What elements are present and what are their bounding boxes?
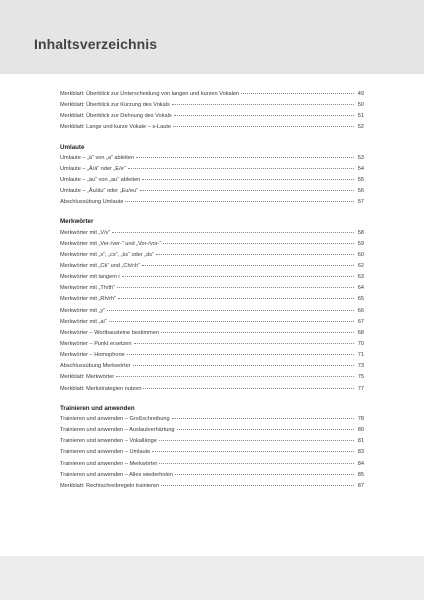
- toc-entry-label: Merkwörter mit „y“: [60, 307, 106, 314]
- toc-entry[interactable]: [60, 89, 364, 100]
- toc-entry-page-number: 57: [357, 199, 364, 206]
- toc-dot-leader: [140, 190, 354, 191]
- toc-dot-leader: [172, 104, 354, 105]
- page-header: [0, 0, 424, 74]
- toc-entry-label: Abschlussübung Umlaute: [60, 199, 124, 206]
- toc-entry-page-number: 63: [357, 274, 364, 281]
- toc-entry-page-number: 53: [357, 154, 364, 161]
- toc-dot-leader: [134, 343, 354, 344]
- toc-dot-leader: [133, 365, 354, 366]
- toc-dot-leader: [142, 179, 354, 180]
- toc-dot-leader: [127, 354, 354, 355]
- toc-entry-label: Umlaute – „ä“ von „a“ ableiten: [60, 154, 134, 161]
- toc-entry[interactable]: [60, 272, 364, 283]
- toc-dot-leader: [109, 321, 354, 322]
- toc-entry-page-number: 80: [357, 427, 364, 434]
- toc-dot-leader: [142, 265, 354, 266]
- toc-section-heading: Merkwörter: [60, 218, 94, 226]
- toc-entry-page-number: 66: [357, 307, 364, 314]
- toc-entry-page-number: 51: [357, 113, 364, 120]
- toc-entry-page-number: 78: [357, 415, 364, 422]
- toc-dot-leader: [175, 474, 354, 475]
- toc-entry-page-number: 52: [357, 124, 364, 131]
- toc-dot-leader: [122, 276, 354, 277]
- toc-entry-page-number: 56: [357, 188, 364, 195]
- toc-entry-label: Trainieren und anwenden – Großschreibung: [60, 415, 170, 422]
- toc-dot-leader: [177, 429, 354, 430]
- toc-entry-page-number: 67: [357, 318, 364, 325]
- toc-dot-leader: [173, 126, 354, 127]
- toc-entry-page-number: 64: [357, 285, 364, 292]
- toc-dot-leader: [161, 485, 354, 486]
- toc-entry[interactable]: [60, 361, 364, 372]
- toc-section-heading: Trainieren und anwenden: [60, 404, 135, 412]
- toc-entry[interactable]: [60, 111, 364, 122]
- toc-entry[interactable]: [60, 372, 364, 383]
- toc-entry[interactable]: [60, 175, 364, 186]
- toc-entry-label: Trainieren und anwenden – Vokallänge: [60, 438, 157, 445]
- toc-entry-label: Trainieren und anwenden – Auslautverhärtung: [60, 427, 175, 434]
- toc-entry[interactable]: [60, 100, 364, 111]
- page-footer-band: [0, 556, 424, 600]
- toc-entry-page-number: 81: [357, 438, 364, 445]
- toc-entry-label: Merkwörter mit langem i: [60, 274, 120, 281]
- toc-section: [60, 89, 364, 134]
- toc-entry-page-number: 73: [357, 363, 364, 370]
- toc-entry[interactable]: [60, 164, 364, 175]
- toc-entry[interactable]: [60, 250, 364, 261]
- toc-dot-leader: [143, 388, 354, 389]
- toc-dot-leader: [107, 310, 354, 311]
- toc-entry[interactable]: [60, 470, 364, 481]
- toc-entry-label: Trainieren und anwenden – Alles wiederholen: [60, 471, 173, 478]
- toc-dot-leader: [172, 418, 354, 419]
- toc-entry-page-number: 65: [357, 296, 364, 303]
- toc-entry-page-number: 62: [357, 263, 364, 270]
- toc-dot-leader: [163, 243, 354, 244]
- toc-entry-page-number: 68: [357, 329, 364, 336]
- toc-entry[interactable]: [60, 261, 364, 272]
- toc-entry-label: Merkblatt: Merkwörter: [60, 374, 115, 381]
- toc-entry-page-number: 50: [357, 102, 364, 109]
- toc-section: [60, 216, 364, 394]
- toc-entry-page-number: 70: [357, 341, 364, 348]
- toc-entry-page-number: 85: [357, 471, 364, 478]
- toc-entry[interactable]: [60, 328, 364, 339]
- toc-entry-label: Umlaute – „Ä/ä“ oder „E/e“: [60, 165, 126, 172]
- toc-dot-leader: [152, 451, 354, 452]
- toc-entry[interactable]: [60, 414, 364, 425]
- toc-entry-label: Umlaute – „Äu/äu“ oder „Eu/eu“: [60, 188, 139, 195]
- toc-dot-leader: [156, 254, 354, 255]
- toc-entry-page-number: 77: [357, 385, 364, 392]
- toc-section-heading: Umlaute: [60, 143, 85, 151]
- toc-entry-label: Merkwörter mit „Ck“ und „Ch/ch“: [60, 263, 140, 270]
- toc-dot-leader: [174, 115, 354, 116]
- toc-entry-label: Merkblatt: Überblick zur Unterscheidung von langen und kurzen Vokalen: [60, 91, 240, 97]
- toc-entry-label: Merkblatt: Lange und kurze Vokale – s-Laute: [60, 124, 172, 131]
- toc-entry-label: Umlaute – „äu“ von „au“ ableiten: [60, 177, 141, 184]
- toc-dot-leader: [116, 376, 354, 377]
- toc-entry-page-number: 87: [357, 482, 364, 489]
- toc-entry-page-number: 58: [357, 229, 364, 236]
- toc-entry-page-number: 59: [357, 240, 364, 247]
- toc-entry-label: Merkblatt: Überblick zur Kürzung des Vokals: [60, 102, 170, 109]
- toc-dot-leader: [161, 332, 354, 333]
- toc-entry-page-number: 55: [357, 177, 364, 184]
- toc-entry-label: Trainieren und anwenden – Umlaute: [60, 449, 151, 456]
- toc-entry-label: Merkblatt: Rechtschreibregeln trainieren: [60, 482, 160, 489]
- toc-entry[interactable]: [60, 228, 364, 239]
- toc-dot-leader: [128, 168, 354, 169]
- toc-dot-leader: [112, 232, 354, 233]
- toc-dot-leader: [118, 298, 354, 299]
- toc-dot-leader: [159, 440, 354, 441]
- toc-entry-page-number: 84: [357, 460, 364, 467]
- toc-section: [60, 142, 364, 209]
- toc-dot-leader: [241, 93, 354, 94]
- toc-entry-label: Merkblatt: Merkstrategien nutzen: [60, 385, 142, 392]
- toc-entry[interactable]: [60, 339, 364, 350]
- toc-entry[interactable]: [60, 425, 364, 436]
- toc-entry-label: Trainieren und anwenden – Merkwörter: [60, 460, 158, 467]
- toc-section: [60, 403, 364, 492]
- toc-entry-label: Merkwörter mit „Ver-/ver-“ und „Vor-/vor-“: [60, 240, 162, 247]
- toc-entry-page-number: 71: [357, 352, 364, 359]
- toc-entry-label: Abschlussübung Merkwörter: [60, 363, 131, 370]
- toc-entry[interactable]: [60, 447, 364, 458]
- toc-entry[interactable]: [60, 481, 364, 492]
- toc-entry[interactable]: [60, 122, 364, 133]
- toc-entry[interactable]: [60, 350, 364, 361]
- toc-entry-label: Merkwörter mit „x“, „cs“, „ks“ oder „ds“: [60, 251, 154, 258]
- page-title: Inhaltsverzeichnis: [34, 36, 158, 52]
- toc-entry-label: Merkwörter mit „ai“: [60, 318, 107, 325]
- toc-entry-page-number: 54: [357, 165, 364, 172]
- toc-entry-label: Merkwörter mit „Th/th“: [60, 285, 116, 292]
- toc-entry[interactable]: [60, 239, 364, 250]
- toc-entry-label: Merkwörter – Wortbausteine bestimmen: [60, 329, 160, 336]
- toc-entry-label: Merkblatt: Überblick zur Dehnung des Vokals: [60, 113, 172, 120]
- table-of-contents: [60, 89, 364, 500]
- toc-entry[interactable]: [60, 283, 364, 294]
- toc-dot-leader: [117, 287, 354, 288]
- toc-entry-page-number: 60: [357, 251, 364, 258]
- toc-entry[interactable]: [60, 317, 364, 328]
- toc-dot-leader: [125, 201, 354, 202]
- toc-entry[interactable]: [60, 153, 364, 164]
- toc-entry-label: Merkwörter mit „Rh/rh“: [60, 296, 116, 303]
- toc-dot-leader: [159, 463, 354, 464]
- toc-entry[interactable]: [60, 306, 364, 317]
- toc-entry[interactable]: [60, 384, 364, 395]
- toc-entry-label: Merkwörter – Homophone: [60, 352, 125, 359]
- toc-entry-label: Merkwörter mit „V/v“: [60, 229, 111, 236]
- toc-entry-page-number: 83: [357, 449, 364, 456]
- toc-entry[interactable]: [60, 294, 364, 305]
- toc-entry[interactable]: [60, 459, 364, 470]
- toc-entry-label: Merkwörter – Punkt ersetzen: [60, 341, 132, 348]
- toc-entry[interactable]: [60, 186, 364, 197]
- toc-entry[interactable]: [60, 436, 364, 447]
- toc-entry[interactable]: [60, 197, 364, 208]
- toc-dot-leader: [136, 157, 354, 158]
- toc-entry-page-number: 75: [357, 374, 364, 381]
- toc-entry-page-number: 49: [357, 91, 364, 97]
